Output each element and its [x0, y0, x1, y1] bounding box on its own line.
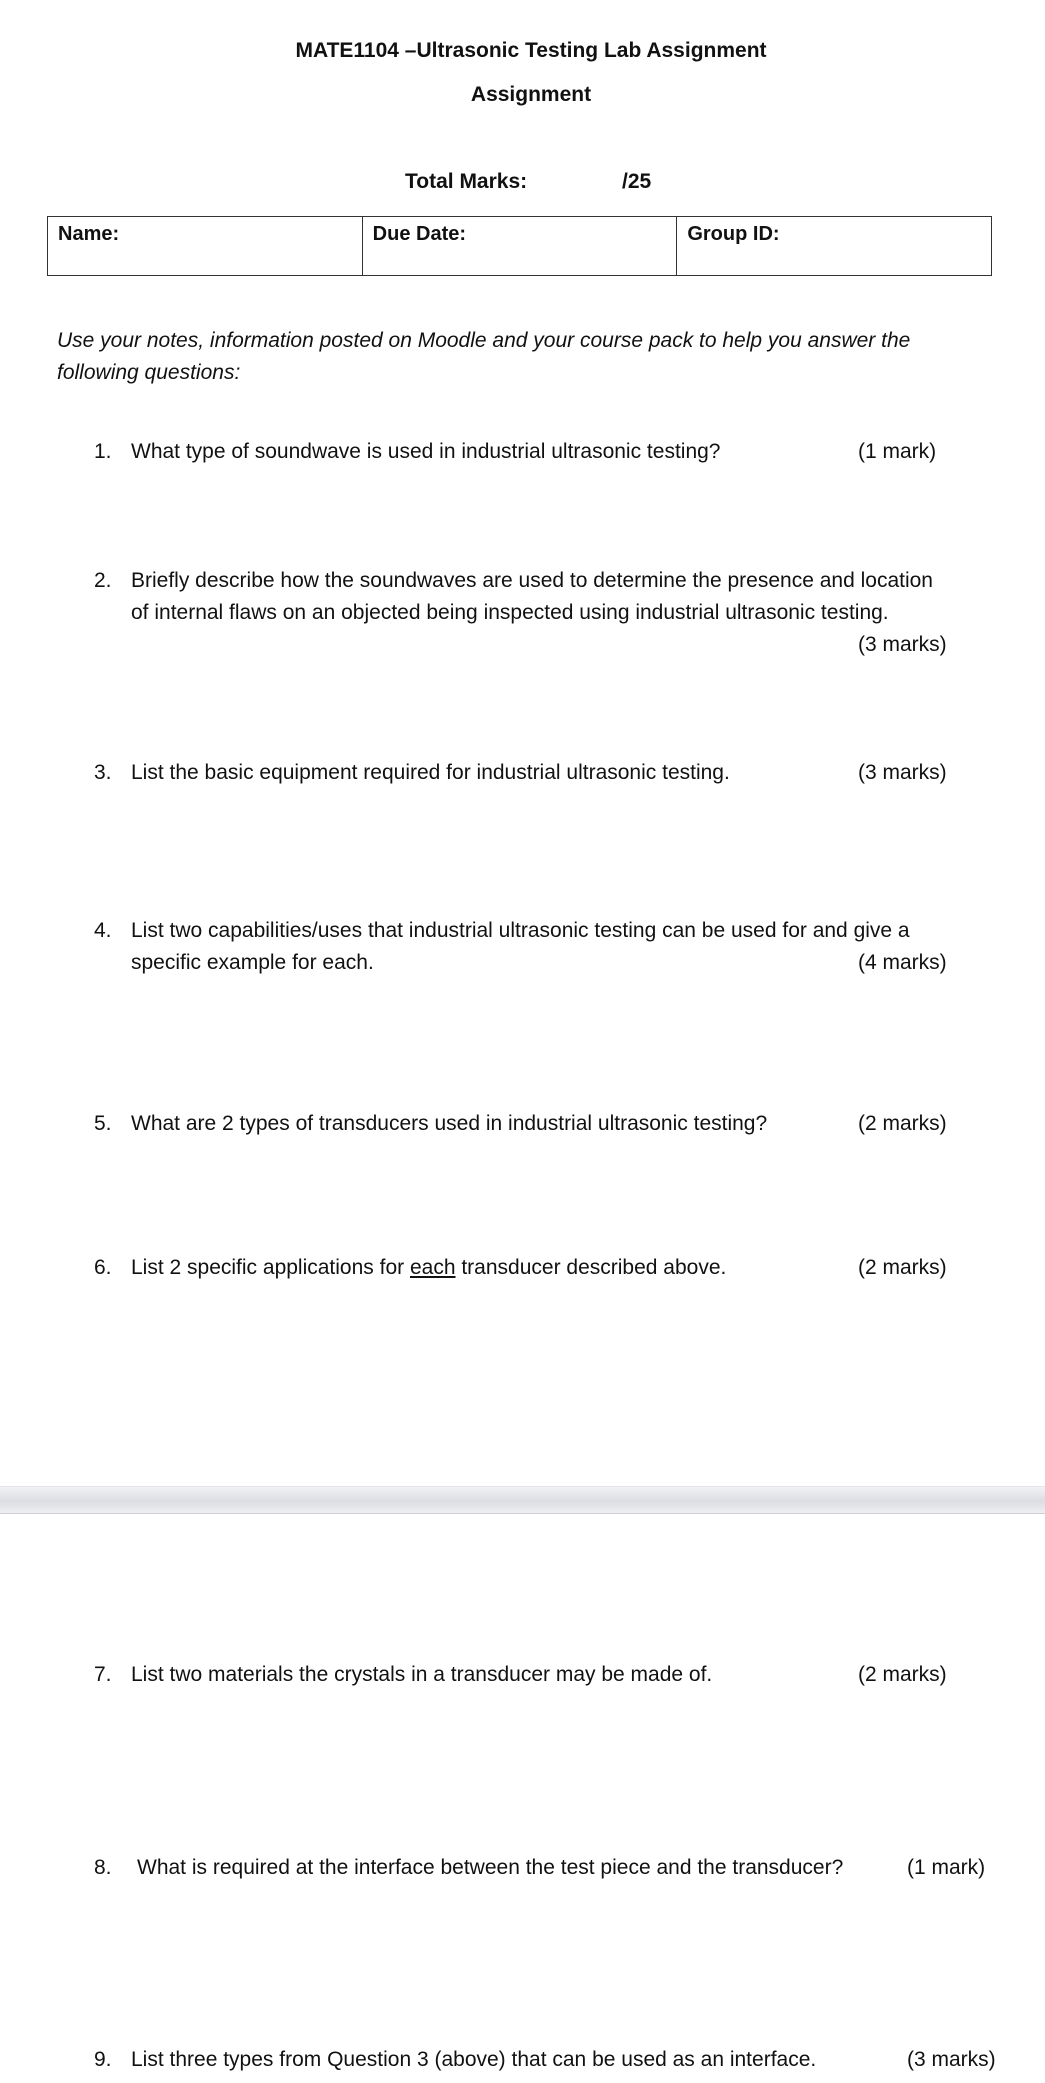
- question-9-text: List three types from Question 3 (above) that can be used as an interface.: [131, 2048, 817, 2071]
- student-info-table: [47, 216, 992, 276]
- question-4-text-line2: specific example for each.: [131, 951, 374, 974]
- question-2-text-line1: Briefly describe how the soundwaves are used to determine the presence and location: [131, 569, 933, 592]
- question-6-marks: (2 marks): [858, 1256, 947, 1279]
- question-7-number: 7.: [94, 1663, 112, 1686]
- group-id-cell[interactable]: [677, 217, 991, 275]
- question-9-number: 9.: [94, 2048, 112, 2071]
- question-5-marks: (2 marks): [858, 1112, 947, 1135]
- instructions-text: Use your notes, information posted on Moodle and your course pack to help you answer the following questions:: [57, 329, 911, 384]
- due-date-cell[interactable]: [363, 217, 678, 275]
- question-5-number: 5.: [94, 1112, 112, 1135]
- question-2-number: 2.: [94, 569, 112, 592]
- question-6-text-before: List 2 specific applications for: [131, 1256, 410, 1279]
- group-id-label: Group ID:: [687, 223, 780, 245]
- question-6-text-after: transducer described above.: [455, 1256, 727, 1279]
- question-8-number: 8.: [94, 1856, 112, 1879]
- question-1-number: 1.: [94, 440, 112, 463]
- total-marks-value: /25: [622, 170, 652, 193]
- question-4-text-line1: List two capabilities/uses that industrial ultrasonic testing can be used for and give a: [131, 919, 910, 942]
- question-8-text: What is required at the interface between the test piece and the transducer?: [137, 1856, 844, 1879]
- question-7-marks: (2 marks): [858, 1663, 947, 1686]
- question-6-emphasis: each: [409, 1256, 456, 1279]
- question-2-text-line2: of internal flaws on an objected being inspected using industrial ultrasonic testing.: [131, 601, 889, 624]
- page-break-divider: [0, 1486, 1045, 1514]
- question-4-marks: (4 marks): [858, 951, 947, 974]
- question-5-text: What are 2 types of transducers used in industrial ultrasonic testing?: [131, 1112, 768, 1135]
- document-title: MATE1104 –Ultrasonic Testing Lab Assignment: [295, 39, 767, 62]
- question-7-text: List two materials the crystals in a transducer may be made of.: [131, 1663, 713, 1686]
- question-8-marks: (1 mark): [907, 1856, 986, 1879]
- question-6-number: 6.: [94, 1256, 112, 1279]
- due-date-label: Due Date:: [372, 223, 467, 245]
- question-1-text: What type of soundwave is used in industrial ultrasonic testing?: [131, 440, 721, 463]
- question-2-marks: (3 marks): [858, 633, 947, 656]
- question-3-number: 3.: [94, 761, 112, 784]
- name-label: Name:: [58, 223, 120, 245]
- question-1-marks: (1 mark): [858, 440, 937, 463]
- question-4-number: 4.: [94, 919, 112, 942]
- question-9-marks: (3 marks): [907, 2048, 996, 2071]
- question-3-text: List the basic equipment required for industrial ultrasonic testing.: [131, 761, 730, 784]
- question-6-text: [131, 1252, 726, 1284]
- total-marks-label: Total Marks:: [405, 170, 528, 193]
- name-cell[interactable]: [48, 217, 363, 275]
- question-3-marks: (3 marks): [858, 761, 947, 784]
- document-subtitle: Assignment: [470, 83, 592, 106]
